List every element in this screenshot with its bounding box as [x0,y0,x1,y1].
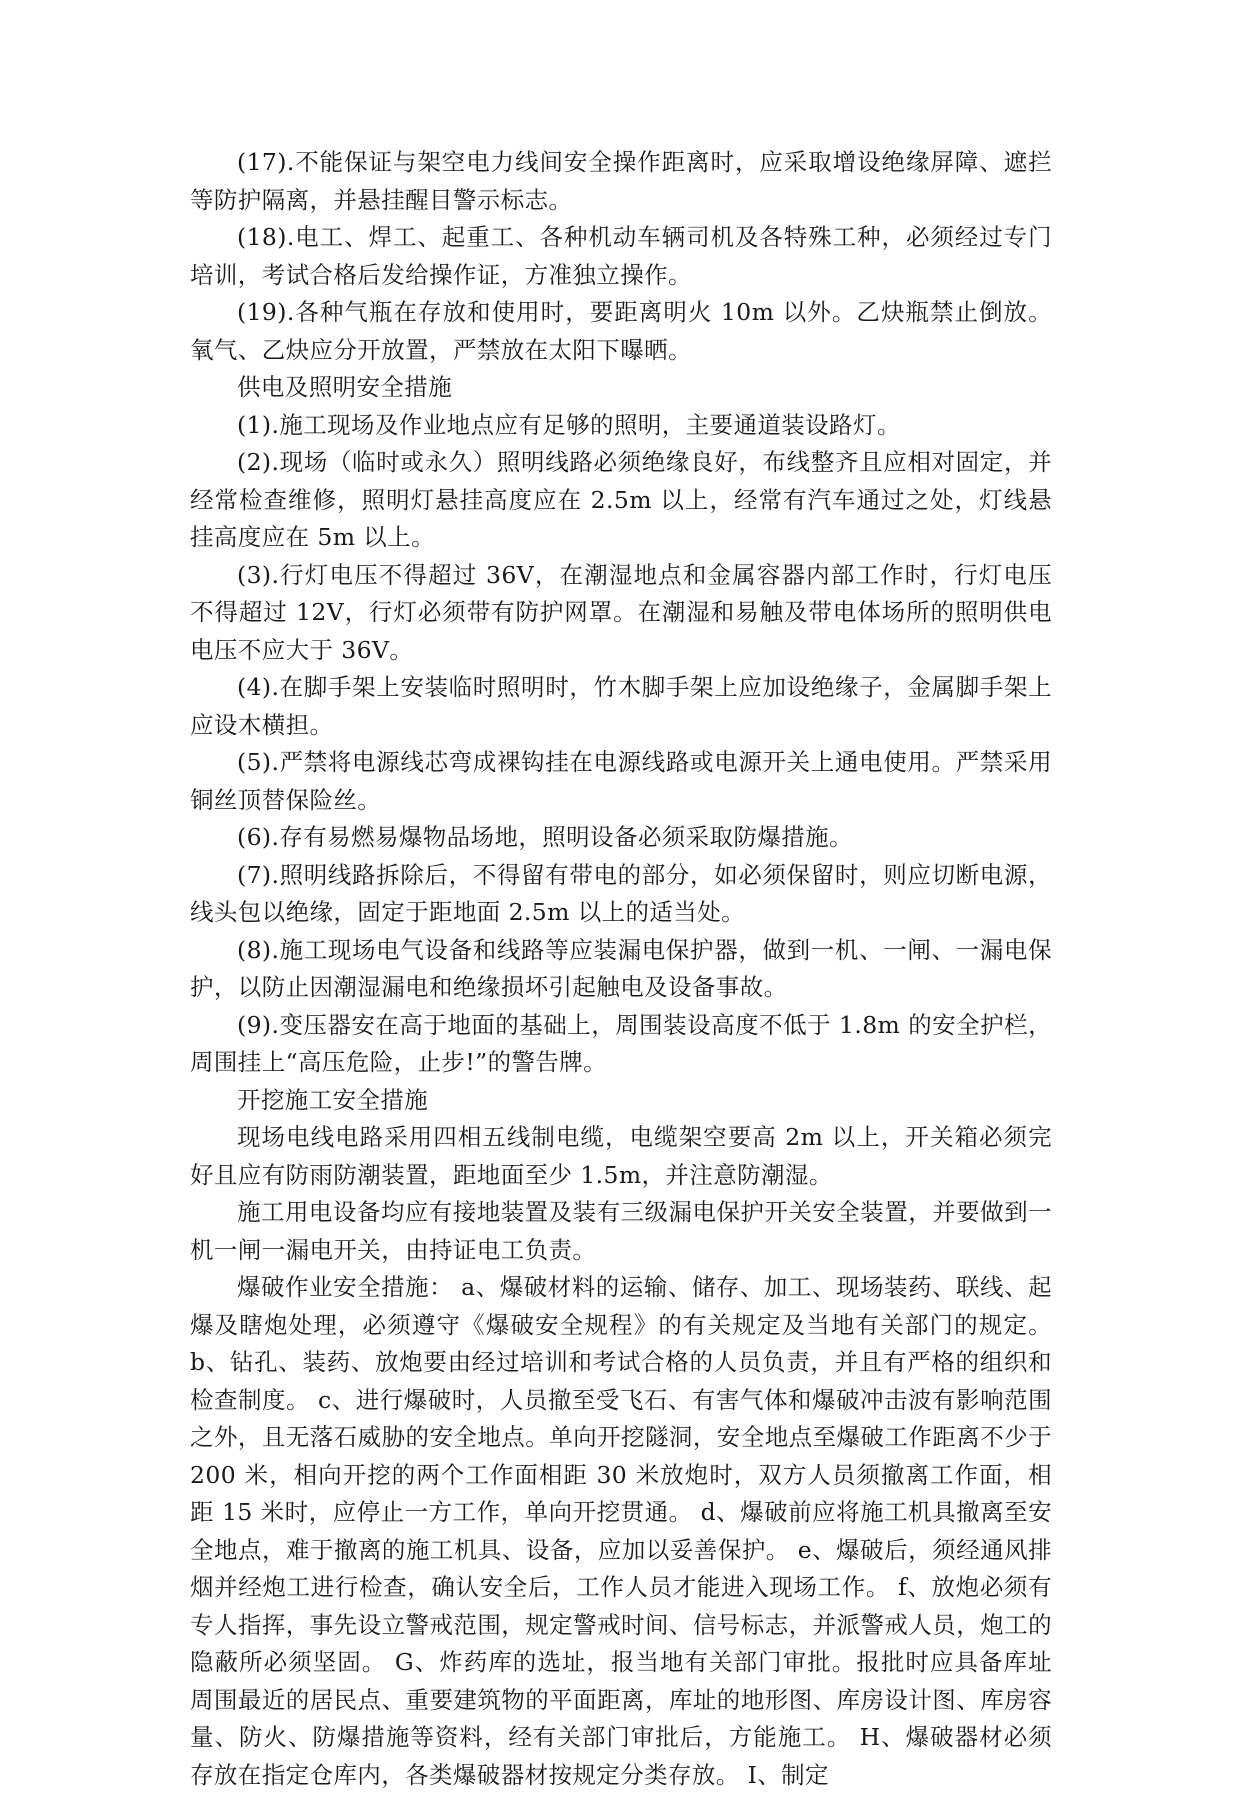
paragraph-17-insulation-barrier: (17).不能保证与架空电力线间安全操作距离时，应采取增设绝缘屏障、遮拦等防护隔离，并悬挂醒目警示标志。 [190,148,1052,214]
paragraph-4-scaffold-lighting: (4).在脚手架上安装临时照明时，竹木脚手架上应加设绝缘子，金属脚手架上应设木横担。 [190,673,1052,739]
paragraph-3-lamp-voltage: (3).行灯电压不得超过 36V，在潮湿地点和金属容器内部工作时，行灯电压不得超过 12V，行灯必须带有防护网罩。在潮湿和易触及带电体场所的照明供电电压不应大于 36V。 [190,560,1052,664]
paragraph-7-line-removal: (7).照明线路拆除后，不得留有带电的部分，如必须保留时，则应切断电源，线头包以绝缘，固定于距地面 2.5m 以上的适当处。 [190,860,1052,926]
paragraph-18-certified-operators: (18).电工、焊工、起重工、各种机动车辆司机及各特殊工种，必须经过专门培训，考试合格后发给操作证，方准独立操作。 [190,223,1052,289]
paragraph-8-leakage-protection: (8).施工现场电气设备和线路等应装漏电保护器，做到一机、一闸、一漏电保护，以防止因潮湿漏电和绝缘损坏引起触电及设备事故。 [190,935,1052,1001]
paragraph-1-lighting: (1).施工现场及作业地点应有足够的照明，主要通道装设路灯。 [237,410,901,439]
paragraph-blasting-safety: 爆破作业安全措施： a、爆破材料的运输、储存、加工、现场装药、联线、起爆及瞎炮处理，必须遵守《爆破安全规程》的有关规定及当地有关部门的规定。 b、钻孔、装药、放炮要由经过培训和考试合格的人员负责，并且有严格的组织和检查制度。 c、进行爆破时，人员撤至受飞石、有害气体和爆破冲击波有影响范围之外，且无落石威胁的安全地点。单向开挖隧洞，安全地点至爆破工作距离不少于 200 米，相向开挖的两个工作面相距 30 米放炮时，双方人员须撤离工作面，相距 15 米时，应停止一方工作，单向开挖贯通。 d、爆破前应将施工机具撤离至安全地点，难于撤离的施工机具、设备，应加以妥善保护。 e、爆破后，须经通风排烟并经炮工进行检查，确认安全后，工作人员才能进入现场工作。 f、放炮必须有专人指挥，事先设立警戒范围，规定警戒时间、信号标志，并派警戒人员，炮工的隐蔽所必须坚固。 G、炸药库的选址，报当地有关部门审批。报批时应具备库址周围最近的居民点、重要建筑物的平面距离，库址的地形图、库房设计图、库房容量、防火、防爆措施等资料，经有关部门审批后，方能施工。 H、爆破器材必须存放在指定仓库内，各类爆破器材按规定分类存放。 I、制定 [190,1273,1052,1789]
paragraph-2-lighting-lines: (2).现场（临时或永久）照明线路必须绝缘良好，布线整齐且应相对固定，并经常检查维修，照明灯悬挂高度应在 2.5m 以上，经常有汽车通过之处，灯线悬挂高度应在 5m 以上。 [190,448,1052,551]
paragraph-5-wire-hooks: (5).严禁将电源线芯弯成裸钩挂在电源线路或电源开关上通电使用。严禁采用铜丝顶替保险丝。 [190,748,1052,814]
document-page [190,144,1052,1794]
paragraph-6-explosion-proof: (6).存有易燃易爆物品场地，照明设备必须采取防爆措施。 [237,823,853,851]
paragraph-site-cables: 现场电线电路采用四相五线制电缆，电缆架空要高 2m 以上，开关箱必须完好且应有防雨防潮装置，距地面至少 1.5m，并注意防潮湿。 [190,1123,1052,1189]
paragraph-19-gas-cylinders: (19).各种气瓶在存放和使用时，要距离明火 10m 以外。乙炔瓶禁止倒放。氧气、乙炔应分开放置，严禁放在太阳下曝晒。 [190,298,1052,364]
paragraph-grounding: 施工用电设备均应有接地装置及装有三级漏电保护开关安全装置，并要做到一机一闸一漏电开关，由持证电工负责。 [190,1198,1052,1264]
section-heading-excavation: 开挖施工安全措施 [237,1085,429,1114]
paragraph-9-transformer: (9).变压器安在高于地面的基础上，周围装设高度不低于 1.8m 的安全护栏，周围挂上“高压危险，止步!”的警告牌。 [190,1010,1052,1076]
section-heading-power-lighting: 供电及照明安全措施 [237,373,453,401]
